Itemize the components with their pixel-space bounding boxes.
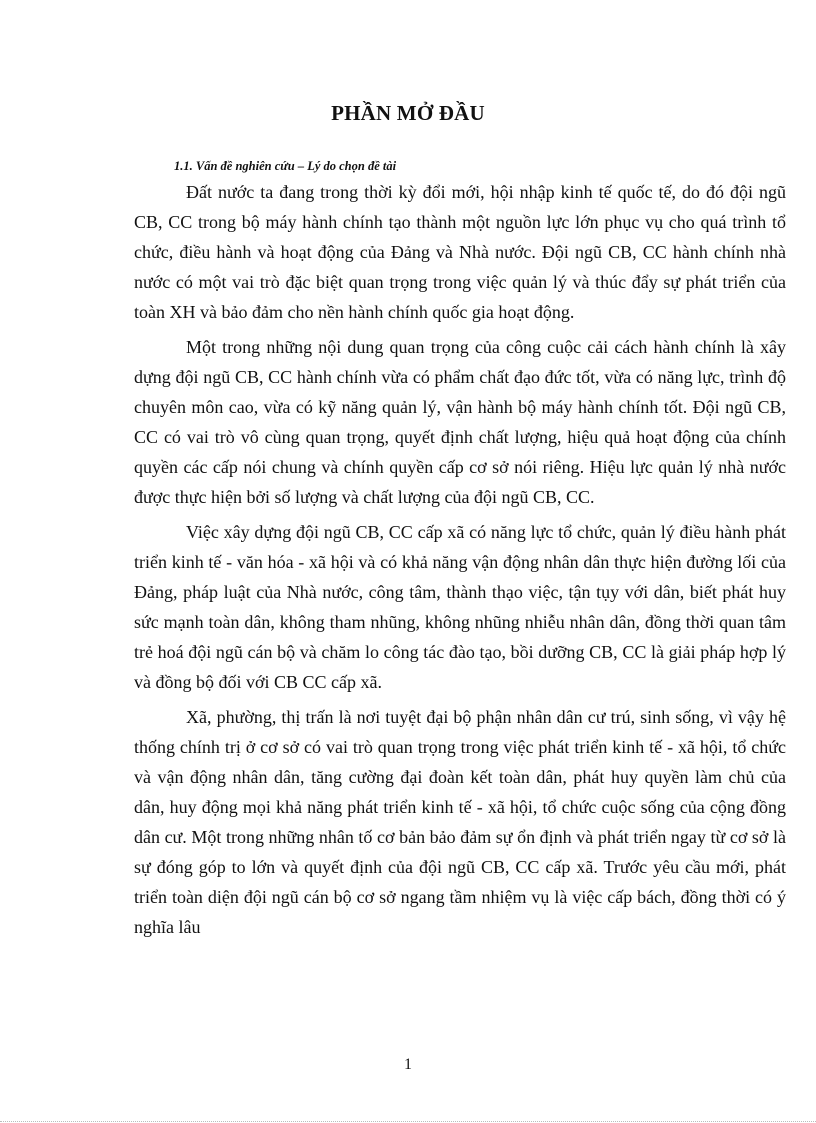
section-heading: 1.1. Vấn đề nghiên cứu – Lý do chọn đề tài xyxy=(174,159,397,173)
body-text xyxy=(134,177,786,947)
paragraph-1: Đất nước ta đang trong thời kỳ đổi mới, hội nhập kinh tế quốc tế, do đó đội ngũ CB, CC trong bộ máy hành chính tạo thành một nguồn lực lớn phục vụ cho quá trình tổ chức, điều hành và hoạt động của Đảng và Nhà nước. Đội ngũ CB, CC hành chính nhà nước có một vai trò đặc biệt quan trọng trong việc quản lý và thúc đẩy sự phát triển của toàn XH và bảo đảm cho nền hành chính quốc gia hoạt động. xyxy=(134,182,786,322)
page-number: 1 xyxy=(404,1056,412,1073)
page-bottom-divider xyxy=(0,1121,816,1122)
paragraph-3: Việc xây dựng đội ngũ CB, CC cấp xã có năng lực tổ chức, quản lý điều hành phát triển kinh tế - văn hóa - xã hội và có khả năng vận động nhân dân thực hiện đường lối của Đảng, pháp luật của Nhà nước, công tâm, thành thạo việc, tận tụy với dân, biết phát huy sức mạnh toàn dân, không tham nhũng, không nhũng nhiễu nhân dân, đồng thời quan tâm trẻ hoá đội ngũ cán bộ và chăm lo công tác đào tạo, bồi dưỡng CB, CC là giải pháp hợp lý và đồng bộ đối với CB CC cấp xã. xyxy=(134,522,786,692)
paragraph-4: Xã, phường, thị trấn là nơi tuyệt đại bộ phận nhân dân cư trú, sinh sống, vì vậy hệ thống chính trị ở cơ sở có vai trò quan trọng trong việc phát triển kinh tế - xã hội, tổ chức và vận động nhân dân, tăng cường đại đoàn kết toàn dân, phát huy quyền làm chủ của dân, huy động mọi khả năng phát triển kinh tế - xã hội, tổ chức cuộc sống của cộng đồng dân cư. Một trong những nhân tố cơ bản bảo đảm sự ổn định và phát triển ngay từ cơ sở là sự đóng góp to lớn và quyết định của đội ngũ CB, CC cấp xã. Trước yêu cầu mới, phát triển toàn diện đội ngũ cán bộ cơ sở ngang tầm nhiệm vụ là việc cấp bách, đồng thời có ý nghĩa lâu xyxy=(134,707,786,937)
paragraph-2: Một trong những nội dung quan trọng của công cuộc cải cách hành chính là xây dựng đội ngũ CB, CC hành chính vừa có phẩm chất đạo đức tốt, vừa có năng lực, trình độ chuyên môn cao, vừa có kỹ năng quản lý, vận hành bộ máy hành chính tốt. Đội ngũ CB, CC có vai trò vô cùng quan trọng, quyết định chất lượng, hiệu quả hoạt động của chính quyền các cấp nói chung và chính quyền cấp cơ sở nói riêng. Hiệu lực quản lý nhà nước được thực hiện bởi số lượng và chất lượng của đội ngũ CB, CC. xyxy=(134,337,786,507)
page-title: PHẦN MỞ ĐẦU xyxy=(331,101,485,125)
